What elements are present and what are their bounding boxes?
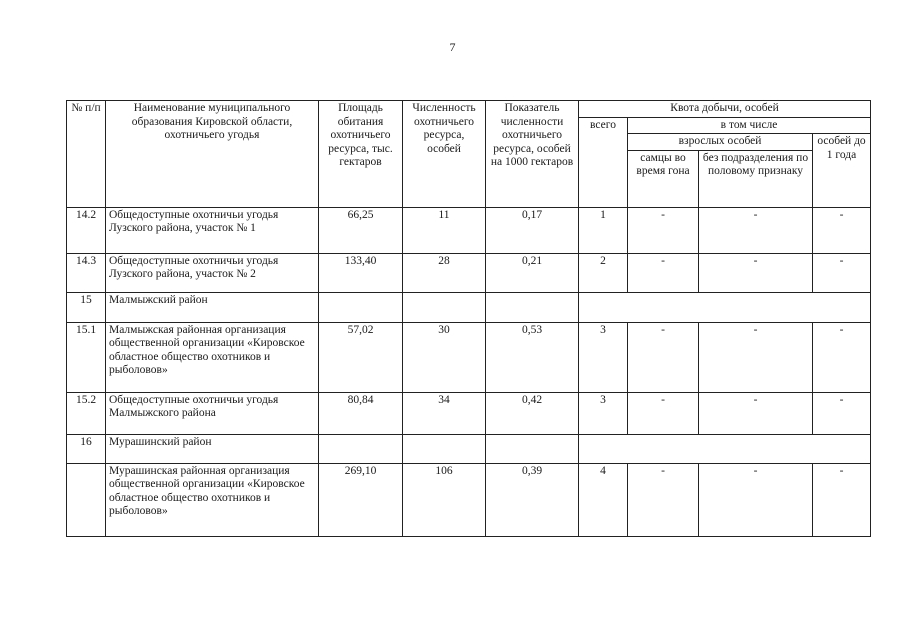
- cell-males: -: [628, 253, 699, 292]
- cell-num: 15.1: [67, 322, 106, 392]
- table-row: [67, 434, 871, 463]
- page-number: 7: [449, 40, 456, 54]
- cell-young: -: [813, 207, 871, 253]
- cell-no-sex: -: [699, 322, 813, 392]
- cell-density: 0,42: [486, 392, 579, 434]
- header-area: Площадь обитания охотничьего ресурса, тыс. гектаров: [319, 101, 403, 208]
- cell-num: 14.2: [67, 207, 106, 253]
- table-row: [67, 463, 871, 536]
- header-total: всего: [579, 117, 628, 207]
- cell-quota-empty: [579, 292, 871, 322]
- cell-total: 2: [579, 253, 628, 292]
- header-name: Наименование муниципального образования Кировской области, охотничьего угодья: [106, 101, 319, 208]
- table-row: [67, 322, 871, 392]
- cell-name: Малмыжская районная организация общественной организации «Кировское областное общество охотников и рыболовов»: [106, 322, 319, 392]
- cell-count: 28: [403, 253, 486, 292]
- cell-name: Общедоступные охотничьи угодья Лузского района, участок № 1: [106, 207, 319, 253]
- header-including: в том числе: [628, 117, 871, 134]
- header-density: Показатель численности охотничьего ресурса, особей на 1000 гектаров: [486, 101, 579, 208]
- table-row: [67, 253, 871, 292]
- cell-area: 66,25: [319, 207, 403, 253]
- cell-count: [403, 434, 486, 463]
- cell-num: 15.2: [67, 392, 106, 434]
- cell-density: 0,53: [486, 322, 579, 392]
- cell-area: 80,84: [319, 392, 403, 434]
- cell-count: 11: [403, 207, 486, 253]
- cell-num: 15: [67, 292, 106, 322]
- table-row: [67, 207, 871, 253]
- cell-name: Мурашинская районная организация общественной организации «Кировское областное общество охотников и рыболовов»: [106, 463, 319, 536]
- cell-males: -: [628, 207, 699, 253]
- cell-name: Общедоступные охотничьи угодья Лузского района, участок № 2: [106, 253, 319, 292]
- cell-count: 34: [403, 392, 486, 434]
- cell-area: 269,10: [319, 463, 403, 536]
- header-no-sex: без подразделения по половому признаку: [699, 150, 813, 207]
- cell-quota-empty: [579, 434, 871, 463]
- cell-no-sex: -: [699, 392, 813, 434]
- cell-no-sex: -: [699, 463, 813, 536]
- cell-young: -: [813, 392, 871, 434]
- cell-count: 106: [403, 463, 486, 536]
- header-count: Численность охотничьего ресурса, особей: [403, 101, 486, 208]
- cell-area: [319, 434, 403, 463]
- cell-density: 0,39: [486, 463, 579, 536]
- cell-density: [486, 434, 579, 463]
- table-row: [67, 292, 871, 322]
- header-quota: Квота добычи, особей: [579, 101, 871, 118]
- cell-males: -: [628, 322, 699, 392]
- cell-num: 14.3: [67, 253, 106, 292]
- cell-count: [403, 292, 486, 322]
- cell-density: [486, 292, 579, 322]
- table-row: [67, 392, 871, 434]
- cell-name: Мурашинский район: [106, 434, 319, 463]
- cell-num: [67, 463, 106, 536]
- cell-young: -: [813, 463, 871, 536]
- cell-no-sex: -: [699, 253, 813, 292]
- cell-num: 16: [67, 434, 106, 463]
- cell-young: -: [813, 253, 871, 292]
- cell-young: -: [813, 322, 871, 392]
- header-males-rut: самцы во время гона: [628, 150, 699, 207]
- cell-name: Малмыжский район: [106, 292, 319, 322]
- cell-count: 30: [403, 322, 486, 392]
- cell-total: 4: [579, 463, 628, 536]
- quota-table: [66, 100, 871, 537]
- cell-no-sex: -: [699, 207, 813, 253]
- cell-total: 3: [579, 322, 628, 392]
- header-adults: взрослых особей: [628, 134, 813, 151]
- cell-area: [319, 292, 403, 322]
- cell-males: -: [628, 463, 699, 536]
- cell-area: 57,02: [319, 322, 403, 392]
- cell-name: Общедоступные охотничьи угодья Малмыжского района: [106, 392, 319, 434]
- cell-density: 0,21: [486, 253, 579, 292]
- header-num: № п/п: [67, 101, 106, 208]
- cell-total: 3: [579, 392, 628, 434]
- cell-area: 133,40: [319, 253, 403, 292]
- cell-males: -: [628, 392, 699, 434]
- header-under-one: особей до 1 года: [813, 134, 871, 208]
- cell-total: 1: [579, 207, 628, 253]
- cell-density: 0,17: [486, 207, 579, 253]
